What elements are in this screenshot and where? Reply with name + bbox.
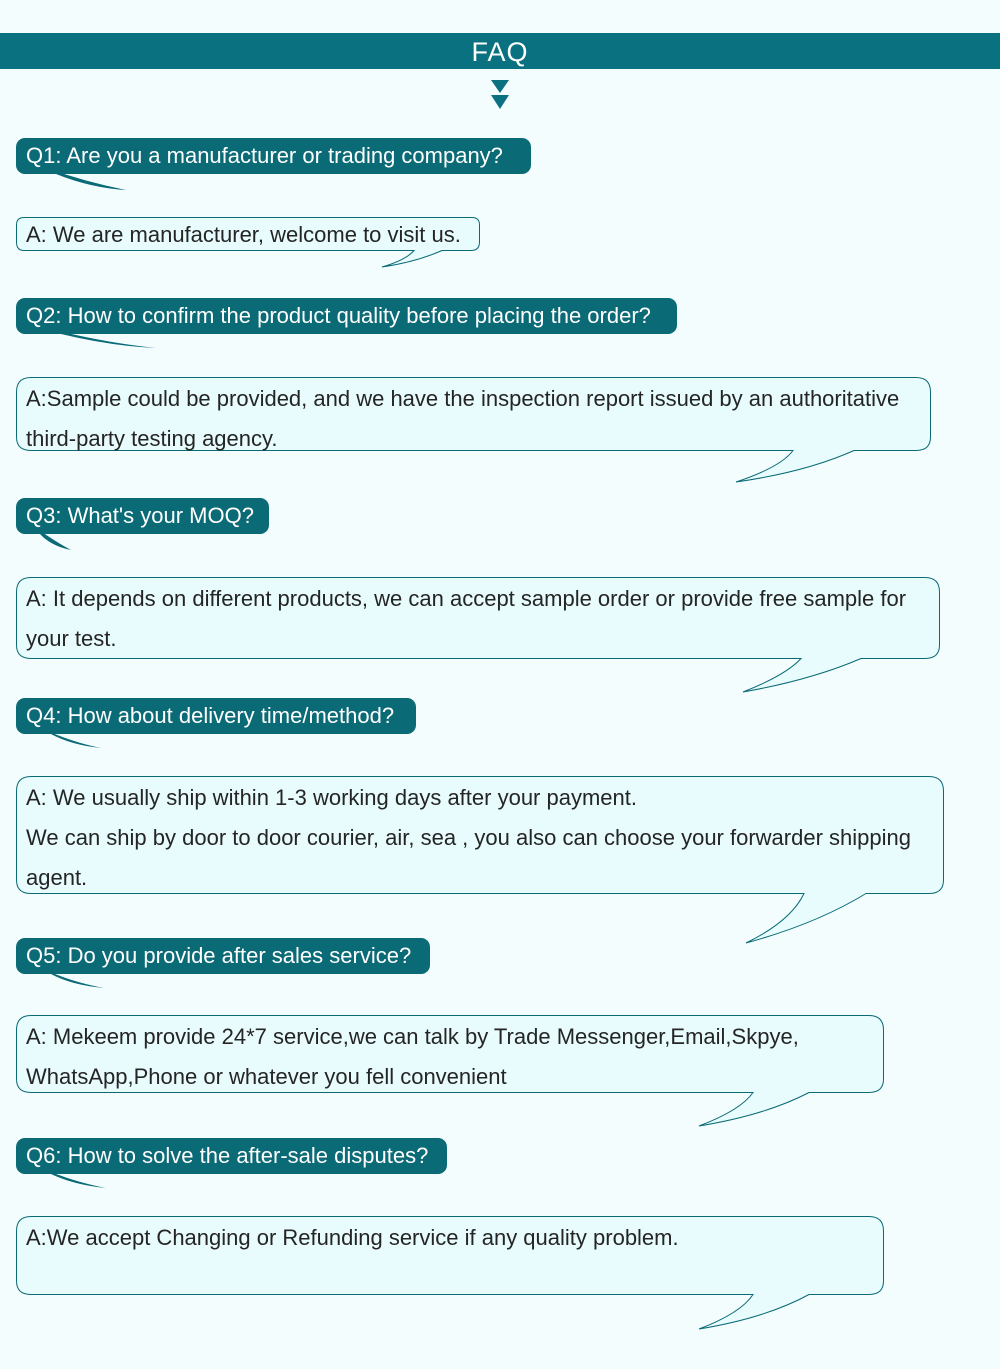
faq-title: FAQ [471, 37, 529, 67]
answer-line: We can ship by door to door courier, air, sea , you also can choose your forwarder shipping [26, 825, 911, 850]
answer-line: A:Sample could be provided, and we have the inspection report issued by an authoritative [26, 386, 900, 411]
faq-answer-2 [16, 377, 931, 483]
faq-answer-5 [16, 1015, 884, 1128]
faq-answer-4 [16, 776, 944, 944]
faq-answer-6 [16, 1216, 884, 1331]
question-text: Q2: How to confirm the product quality before placing the order? [26, 303, 651, 328]
answer-line: A:We accept Changing or Refunding service if any quality problem. [26, 1225, 679, 1250]
answer-line: A: It depends on different products, we can accept sample order or provide free sample for [26, 586, 907, 611]
answer-line: A: Mekeem provide 24*7 service,we can talk by Trade Messenger,Email,Skpye, [26, 1024, 799, 1049]
answer-line: your test. [26, 626, 117, 651]
answer-line: A: We usually ship within 1-3 working days after your payment. [26, 785, 637, 810]
faq-question-2 [16, 298, 677, 334]
faq-question-5 [16, 938, 430, 974]
question-text: Q6: How to solve the after-sale disputes? [26, 1143, 429, 1168]
question-text: Q3: What's your MOQ? [26, 503, 254, 528]
answer-line: WhatsApp,Phone or whatever you fell convenient [26, 1064, 507, 1089]
faq-question-3 [16, 498, 269, 534]
question-text: Q5: Do you provide after sales service? [26, 943, 412, 968]
question-text: Q4: How about delivery time/method? [26, 703, 395, 728]
faq-answer-3 [16, 577, 940, 693]
faq-question-4 [16, 698, 416, 734]
answer-line: third-party testing agency. [26, 426, 278, 451]
faq-header-bar [0, 33, 1000, 69]
faq-question-6 [16, 1138, 447, 1174]
double-chevron-down-icon [489, 80, 511, 112]
answer-line: agent. [26, 865, 88, 890]
answer-line: A: We are manufacturer, welcome to visit us. [26, 222, 461, 247]
faq-question-1 [16, 138, 531, 174]
question-text: Q1: Are you a manufacturer or trading company? [26, 143, 503, 168]
faq-answer-1 [16, 217, 480, 268]
